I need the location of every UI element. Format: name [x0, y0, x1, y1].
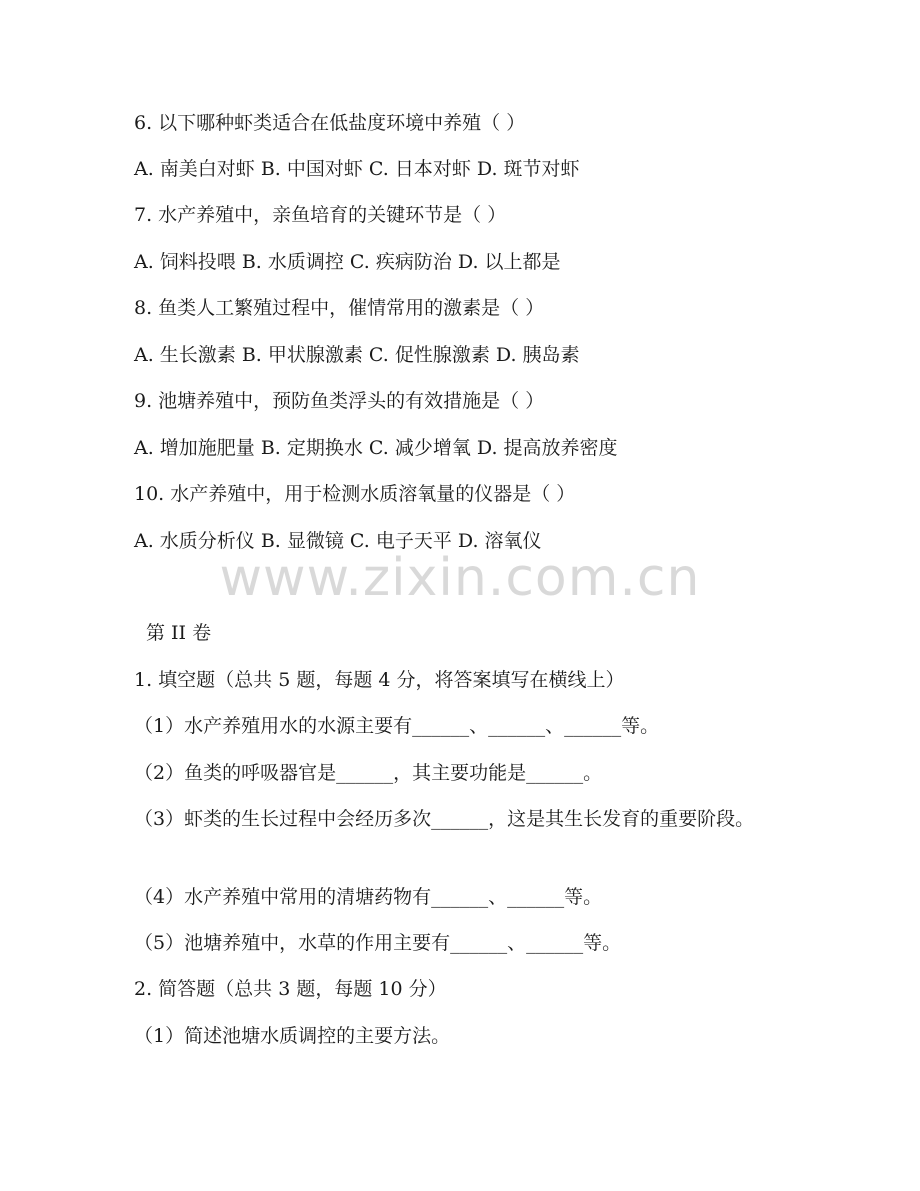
short-answer-item-1: （1）简述池塘水质调控的主要方法。 [134, 1025, 451, 1047]
fill-in-item-2: （2）鱼类的呼吸器官是______，其主要功能是______。 [134, 762, 603, 784]
question-9: 9. 池塘养殖中，预防鱼类浮头的有效措施是（ ） [134, 390, 545, 412]
question-10-options: A. 水质分析仪 B. 显微镜 C. 电子天平 D. 溶氧仪 [134, 530, 542, 552]
watermark: www.zixin.com.cn [219, 548, 701, 608]
question-6-options: A. 南美白对虾 B. 中国对虾 C. 日本对虾 D. 斑节对虾 [134, 158, 580, 180]
question-7-options: A. 饲料投喂 B. 水质调控 C. 疾病防治 D. 以上都是 [134, 251, 561, 273]
section-title: 第 II 卷 [146, 622, 212, 644]
fill-in-item-1: （1）水产养殖用水的水源主要有______、______、______等。 [134, 715, 660, 737]
question-8-options: A. 生长激素 B. 甲状腺激素 C. 促性腺激素 D. 胰岛素 [134, 344, 580, 366]
fill-in-item-5: （5）池塘养殖中，水草的作用主要有______、______等。 [134, 932, 622, 954]
question-7: 7. 水产养殖中，亲鱼培育的关键环节是（ ） [134, 204, 507, 226]
question-9-options: A. 增加施肥量 B. 定期换水 C. 减少增氧 D. 提高放养密度 [134, 437, 618, 459]
short-answer-heading: 2. 简答题（总共 3 题，每题 10 分） [134, 978, 447, 1000]
question-10: 10. 水产养殖中，用于检测水质溶氧量的仪器是（ ） [134, 483, 576, 505]
question-8: 8. 鱼类人工繁殖过程中，催情常用的激素是（ ） [134, 297, 545, 319]
fill-in-item-3: （3）虾类的生长过程中会经历多次______，这是其生长发育的重要阶段。 [134, 808, 755, 830]
fill-in-item-4: （4）水产养殖中常用的清塘药物有______、______等。 [134, 886, 603, 908]
question-6: 6. 以下哪种虾类适合在低盐度环境中养殖（ ） [134, 112, 526, 134]
fill-in-heading: 1. 填空题（总共 5 题，每题 4 分，将答案填写在横线上） [134, 669, 625, 691]
